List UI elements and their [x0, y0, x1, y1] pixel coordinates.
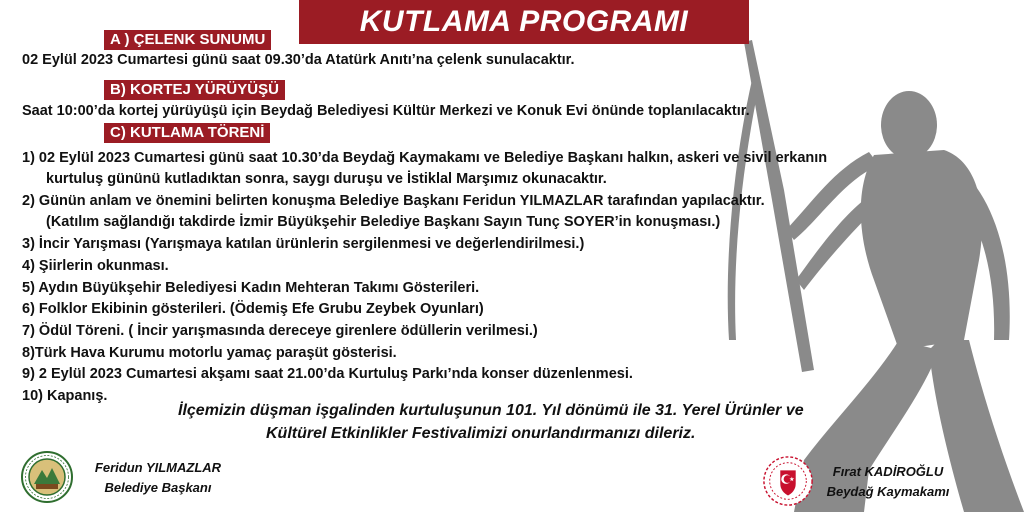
program-item: (Katılım sağlandığı takdirde İzmir Büyükşehir Belediye Başkanı Sayın Tunç SOYER’in konuşması.)	[46, 214, 721, 230]
signature-right-title: Beydağ Kaymakamı	[826, 484, 950, 499]
program-item: 7) Ödül Töreni. ( İncir yarışmasında dereceye girenlere ödüllerin verilmesi.)	[22, 323, 538, 339]
program-item: kurtuluş gününü kutladıktan sonra, saygı duruşu ve İstiklal Marşımız okunacaktır.	[46, 171, 607, 187]
program-item: 1) 02 Eylül 2023 Cumartesi günü saat 10.30’da Beydağ Kaymakamı ve Belediye Başkanı halkın, askeri ve sivil erkanın	[22, 150, 828, 166]
program-item: 2) Günün anlam ve önemini belirten konuşma Belediye Başkanı Feridun YILMAZLAR tarafından yapılacaktır.	[22, 193, 765, 209]
government-emblem-logo	[762, 455, 814, 507]
closing-line-2: Kültürel Etkinlikler Festivalimizi onurlandırmanızı dileriz.	[266, 425, 696, 442]
soldier-silhouette-image	[724, 40, 1024, 512]
signature-right-name: Fırat KADİROĞLU	[832, 464, 944, 479]
program-item: 5) Aydın Büyükşehir Belediyesi Kadın Mehteran Takımı Gösterileri.	[22, 280, 480, 296]
program-item: 10) Kapanış.	[22, 388, 108, 404]
closing-line-1: İlçemizin düşman işgalinden kurtuluşunun 101. Yıl dönümü ile 31. Yerel Ürünler ve	[178, 402, 804, 419]
program-item: 8)Türk Hava Kurumu motorlu yamaç paraşüt gösterisi.	[22, 345, 397, 361]
section-b-text: Saat 10:00’da kortej yürüyüşü için Beydağ Belediyesi Kültür Merkezi ve Konuk Evi önünde toplanılacaktır.	[22, 103, 750, 119]
signature-left	[78, 458, 238, 498]
program-item: 9) 2 Eylül 2023 Cumartesi akşamı saat 21.00’da Kurtuluş Parkı’nda konser düzenlenmesi.	[22, 366, 633, 382]
program-item: 6) Folklor Ekibinin gösterileri. (Ödemiş Efe Grubu Zeybek Oyunları)	[22, 301, 484, 317]
program-item: 4) Şiirlerin okunması.	[22, 258, 169, 274]
program-item: 3) İncir Yarışması (Yarışmaya katılan ürünlerin sergilenmesi ve değerlendirilmesi.)	[22, 236, 585, 252]
page-title: KUTLAMA PROGRAMI	[299, 0, 749, 44]
signature-right	[808, 462, 968, 502]
municipality-logo	[20, 450, 74, 504]
signature-left-name: Feridun YILMAZLAR	[94, 460, 222, 475]
section-a-heading: A ) ÇELENK SUNUMU	[104, 30, 271, 50]
section-b-heading: B) KORTEJ YÜRÜYÜŞÜ	[104, 80, 285, 100]
section-a-text: 02 Eylül 2023 Cumartesi günü saat 09.30’da Atatürk Anıtı’na çelenk sunulacaktır.	[22, 52, 575, 68]
signature-left-title: Belediye Başkanı	[104, 480, 212, 495]
section-c-heading: C) KUTLAMA TÖRENİ	[104, 123, 270, 143]
